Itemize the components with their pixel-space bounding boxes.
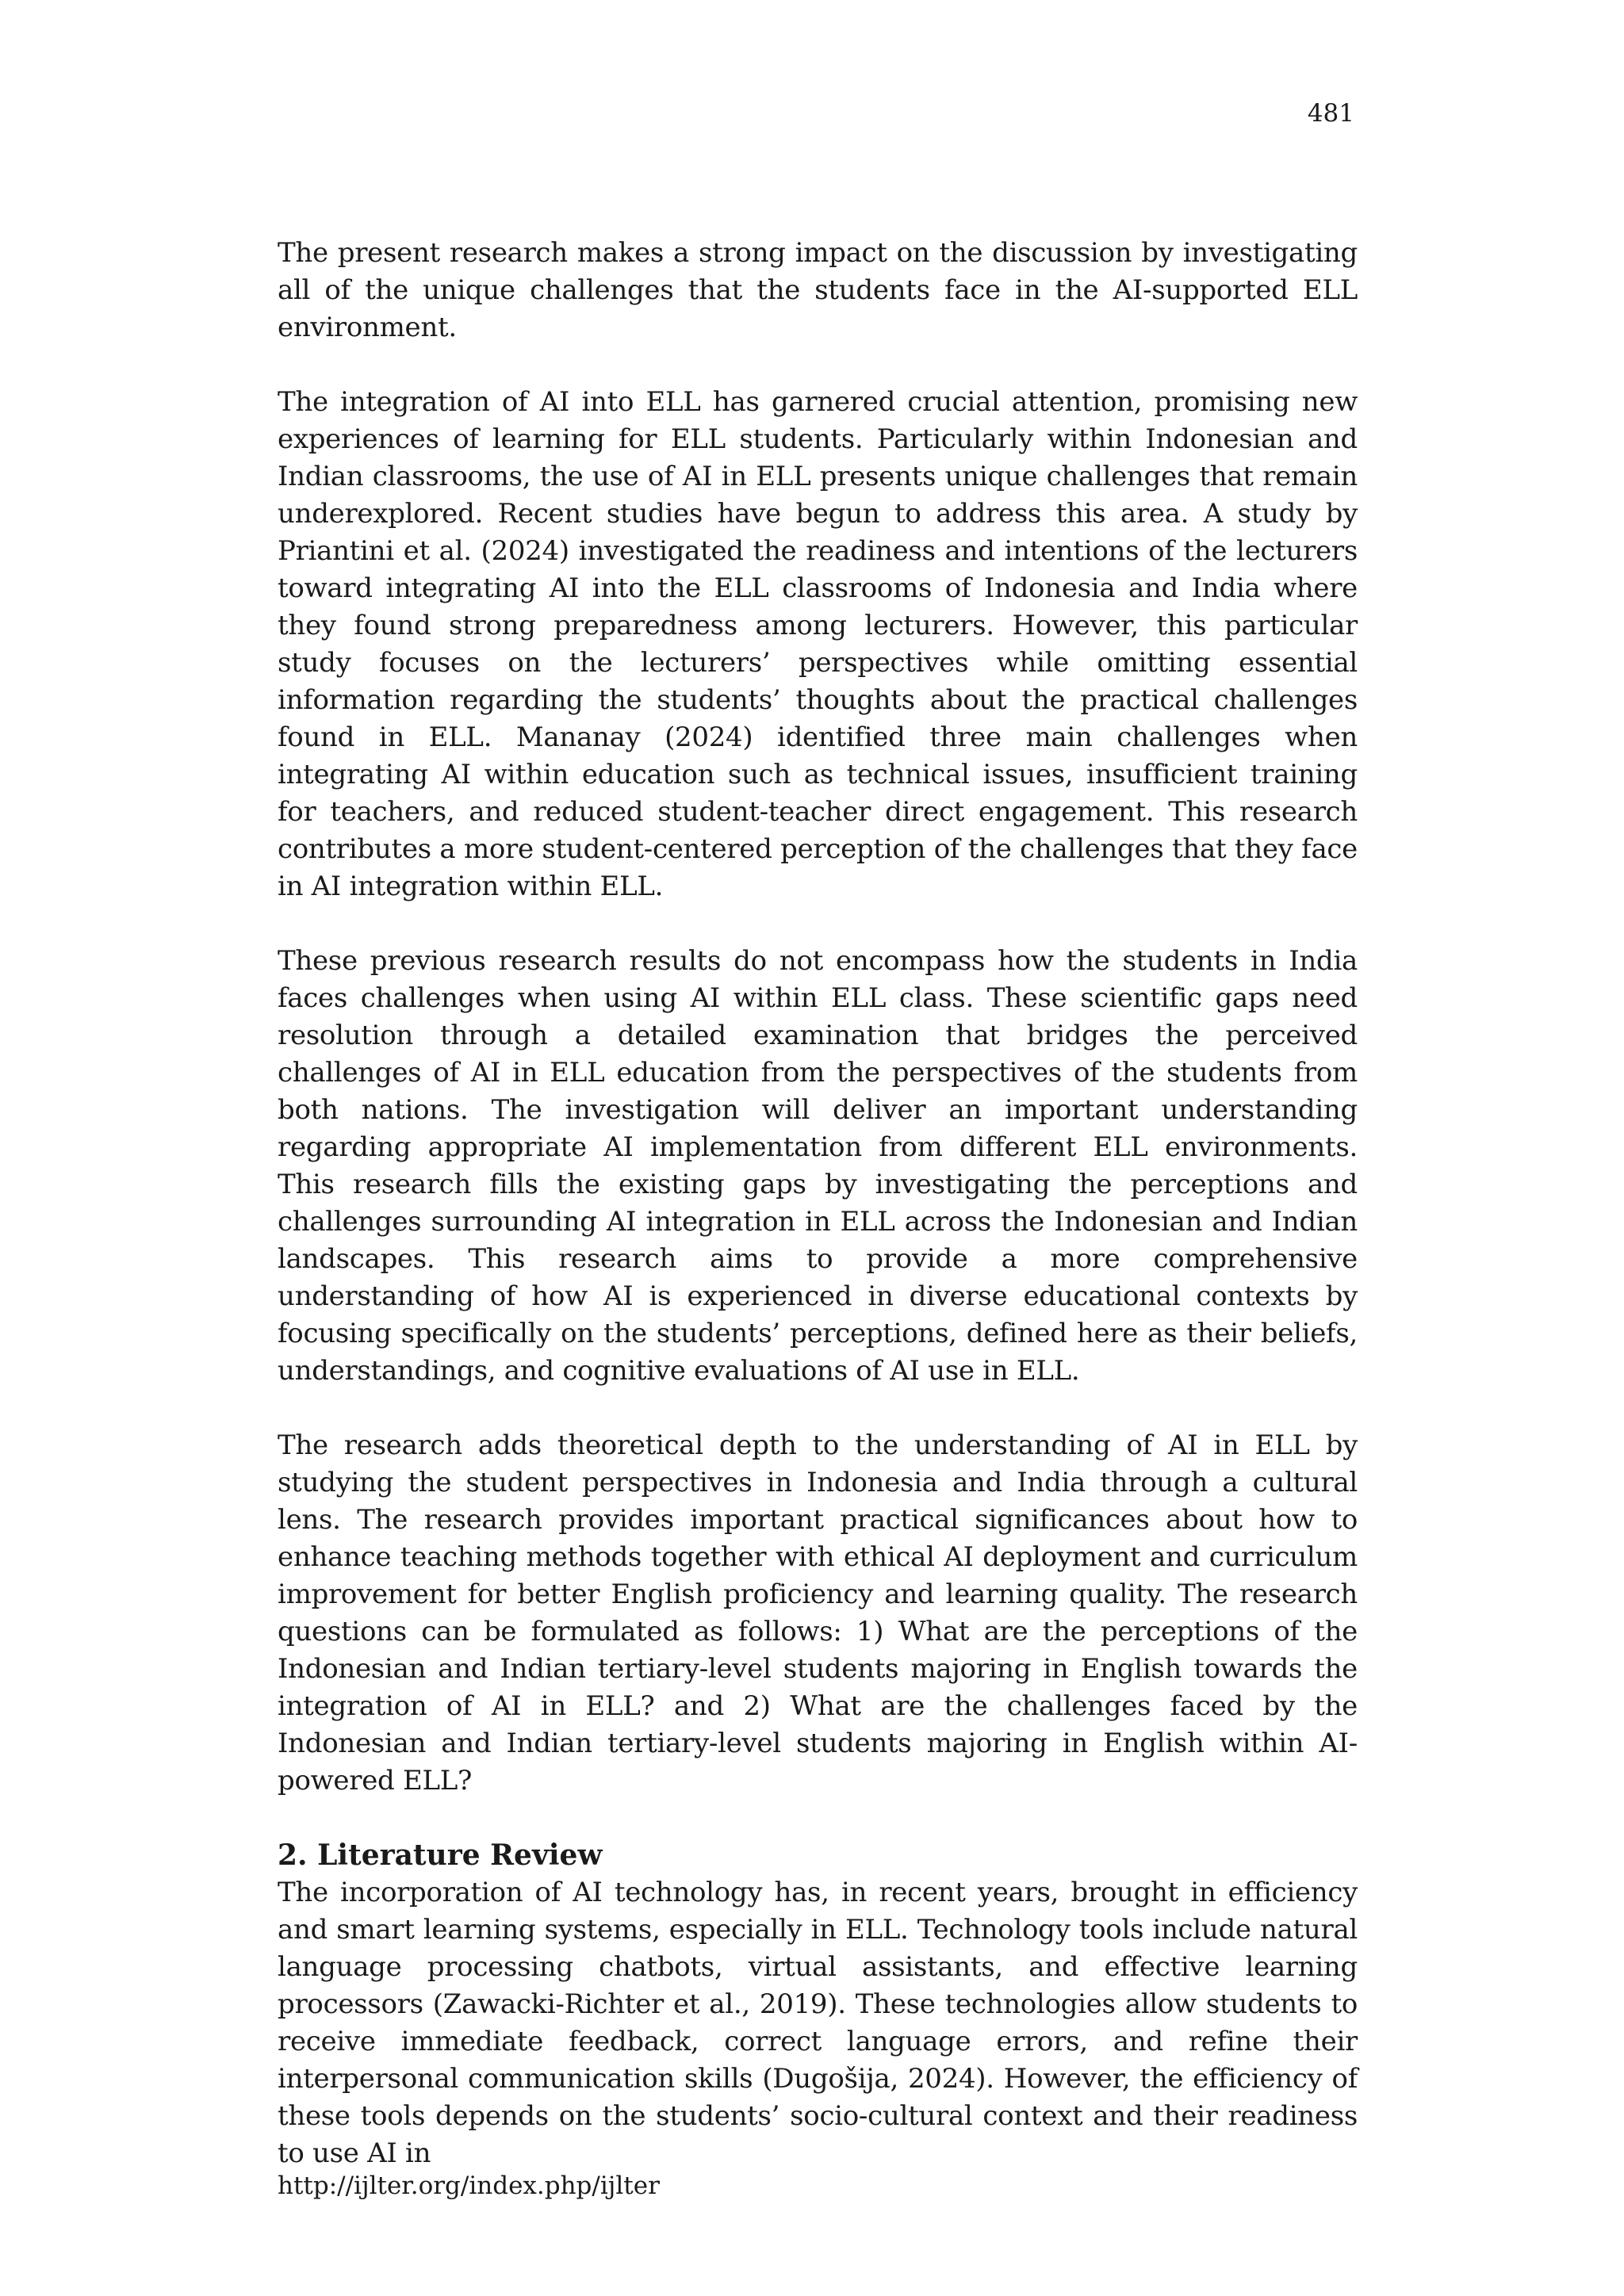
paragraph-1: The present research makes a strong impact on the discussion by investigating all of the unique challenges that the students face in the AI-supported ELL environment. — [278, 237, 1358, 343]
page-body — [278, 235, 1358, 2210]
paragraph-2: The integration of AI into ELL has garnered crucial attention, promising new experiences of learning for ELL students. Particularly within Indonesian and Indian classrooms, the use of AI in ELL presents unique challenges that remain underexplored. Recent studies have begun to address this area. A study by Priantini et al. (2024) investigated the readiness and intentions of the lecturers toward integrating AI into the ELL classrooms of Indonesia and India where they found strong preparedness among lecturers. However, this particular study focuses on the lecturers’ perspectives while omitting essential information regarding the students’ thoughts about the practical challenges found in ELL. Mananay (2024) identified three main challenges when integrating AI within education such as technical issues, insufficient training for teachers, and reduced student-teacher direct engagement. This research contributes a more student-centered perception of the challenges that they face in AI integration within ELL. — [278, 386, 1358, 902]
footer-url: http://ijlter.org/index.php/ijlter — [278, 2172, 660, 2200]
section-paragraph: The incorporation of AI technology has, in recent years, brought in efficiency and smart learning systems, especially in ELL. Technology tools include natural language processing chatbots, virtual assistants, and effective learning processors (Zawacki-Richter et al., 2019). These technologies allow students to receive immediate feedback, correct language errors, and refine their interpersonal communication skills (Dugošija, 2024). However, the efficiency of these tools depends on the students’ socio-cultural context and their readiness to use AI in — [278, 1877, 1358, 2169]
page-number: 481 — [1307, 99, 1354, 128]
paragraph-3: These previous research results do not encompass how the students in India faces challenges when using AI within ELL class. These scientific gaps need resolution through a detailed examination that bridges the perceived challenges of AI in ELL education from the perspectives of the students from both nations. The investigation will deliver an important understanding regarding appropriate AI implementation from different ELL environments. This research fills the existing gaps by investigating the perceptions and challenges surrounding AI integration in ELL across the Indonesian and Indian landscapes. This research aims to provide a more comprehensive understanding of how AI is experienced in diverse educational contexts by focusing specifically on the students’ perceptions, defined here as their beliefs, understandings, and cognitive evaluations of AI use in ELL. — [278, 945, 1358, 1387]
paragraph-4: The research adds theoretical depth to the understanding of AI in ELL by studying the student perspectives in Indonesia and India through a cultural lens. The research provides important practical significances about how to enhance teaching methods together with ethical AI deployment and curriculum improvement for better English proficiency and learning quality. The research questions can be formulated as follows: 1) What are the perceptions of the Indonesian and Indian tertiary-level students majoring in English towards the integration of AI in ELL? and 2) What are the challenges faced by the Indonesian and Indian tertiary-level students majoring in English within AI-powered ELL? — [278, 1429, 1358, 1797]
section-heading: 2. Literature Review — [278, 1839, 603, 1872]
